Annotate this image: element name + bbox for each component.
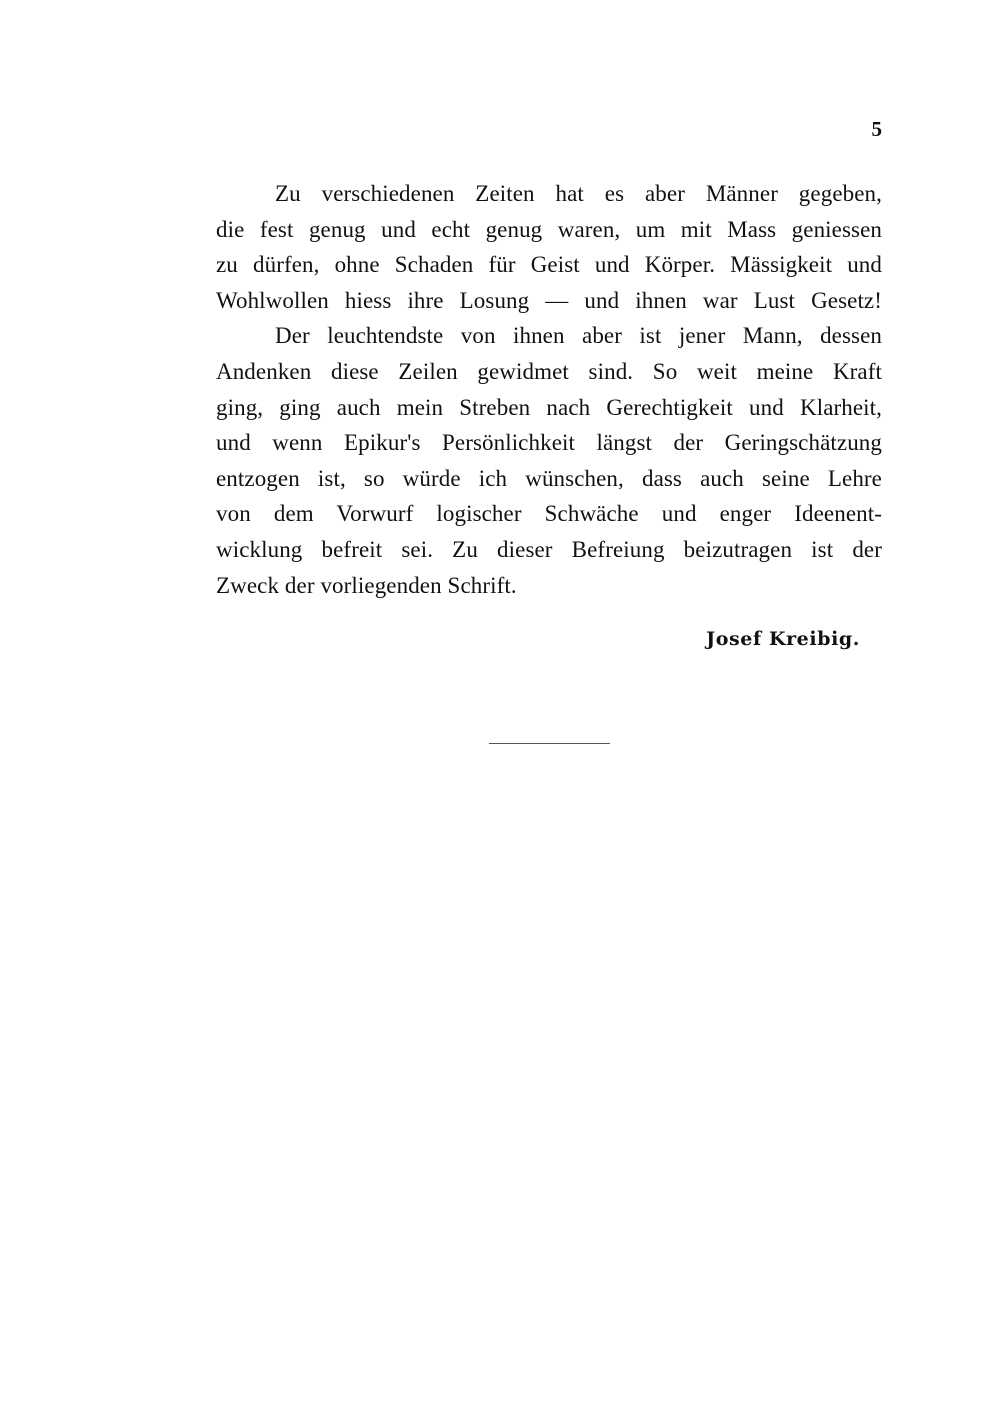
text-line: Zweck der vorliegenden Schrift. — [216, 572, 517, 598]
text-line: zu dürfen, ohne Schaden für Geist und Körper. Mässigkeit und — [216, 252, 882, 278]
text-line: wicklung befreit sei. Zu dieser Befreiung beizutragen ist der — [216, 536, 882, 562]
text-line: entzogen ist, so würde ich wünschen, dass auch seine Lehre — [216, 465, 882, 491]
text-line: ging, ging auch mein Streben nach Gerechtigkeit und Klarheit, — [216, 394, 882, 420]
text-line: Andenken diese Zeilen gewidmet sind. So weit meine Kraft — [216, 358, 882, 384]
text-line: und wenn Epikur's Persönlichkeit längst der Geringschätzung — [216, 430, 882, 456]
author-signature: Josef Kreibig. — [706, 628, 860, 650]
page-number: 5 — [871, 117, 882, 141]
text-line: Der leuchtendste von ihnen aber ist jener Mann, dessen — [275, 323, 882, 349]
section-end-rule — [489, 743, 610, 744]
body-text — [216, 176, 882, 603]
paragraph-1 — [216, 176, 882, 318]
paragraph-2 — [216, 318, 882, 603]
text-line: von dem Vorwurf logischer Schwäche und enger Ideenent- — [216, 501, 882, 527]
text-line: Wohlwollen hiess ihre Losung — und ihnen war Lust Gesetz! — [216, 287, 882, 313]
text-line: Zu verschiedenen Zeiten hat es aber Männer gegeben, — [275, 181, 882, 206]
text-line: die fest genug und echt genug waren, um mit Mass geniessen — [216, 216, 882, 242]
